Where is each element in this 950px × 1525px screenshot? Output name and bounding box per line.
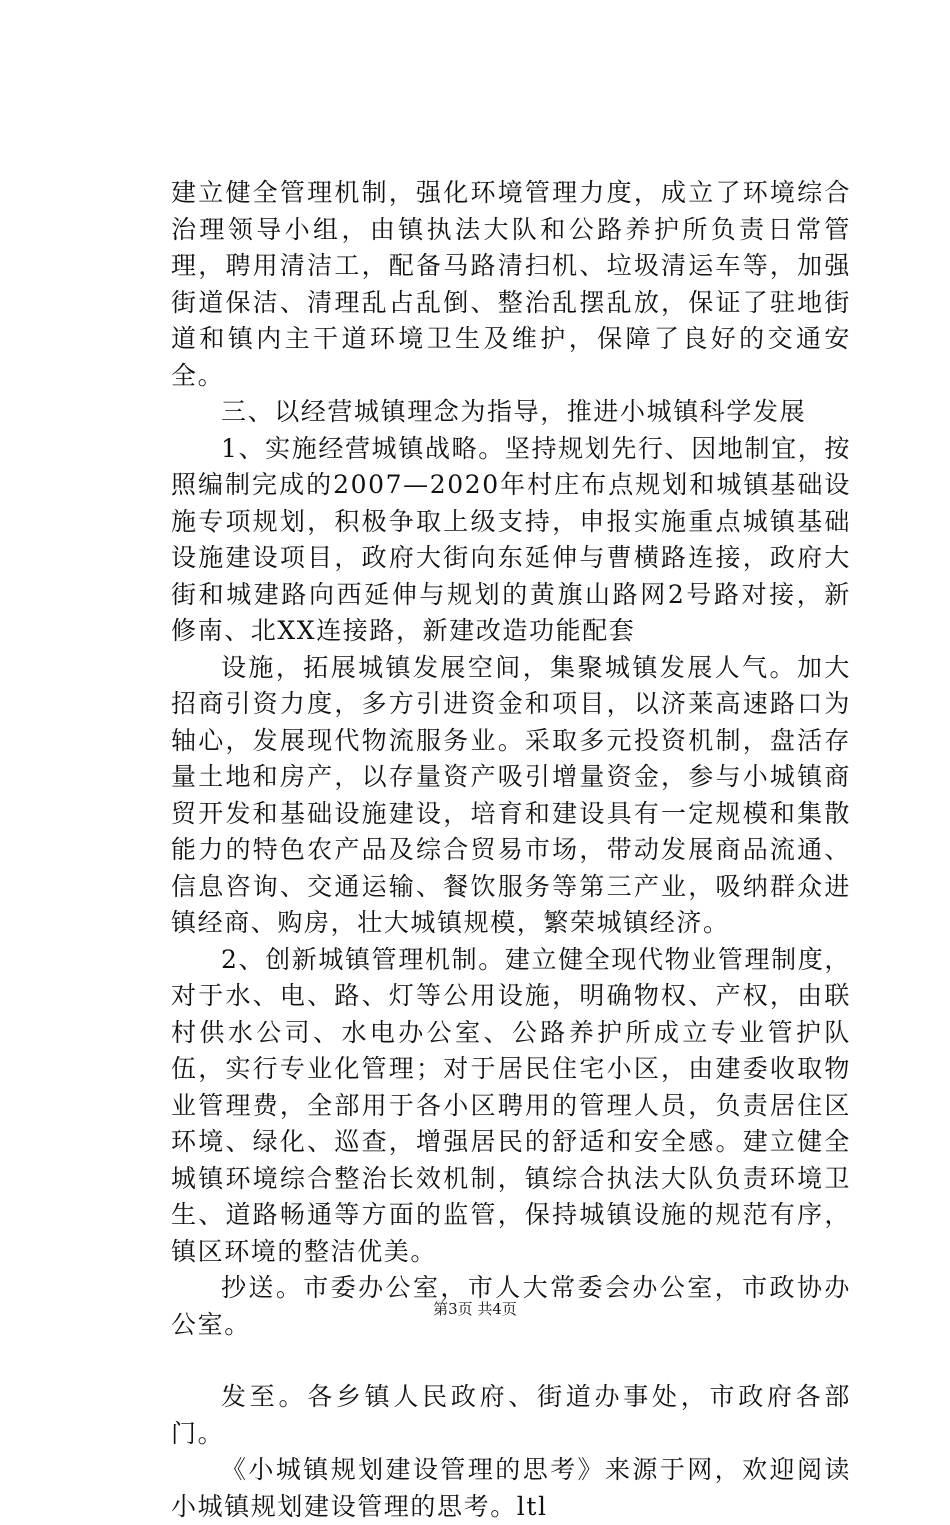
page-number-footer: 第3页 共4页 <box>433 1300 517 1318</box>
cc-line: 抄送。市委办公室，市人大常委会办公室，市政协办公室。 <box>171 1273 851 1339</box>
spacer <box>171 1343 851 1379</box>
paragraph-environment-management: 建立健全管理机制，强化环境管理力度，成立了环境综合治理领导小组，由镇执法大队和公路养护所负责日常管理，聘用清洁工，配备马路清扫机、垃圾清运车等，加强街道保洁、清理乱占乱倒、整治乱摆乱放，保证了驻地街道和镇内主干道环境卫生及维护，保障了良好的交通安全。 <box>171 178 851 390</box>
distribution-line: 发至。各乡镇人民政府、街道办事处，市政府各部门。 <box>171 1382 851 1448</box>
section-heading-three: 三、以经营城镇理念为指导，推进小城镇科学发展 <box>221 397 807 426</box>
source-note: 《小城镇规划建设管理的思考》来源于网，欢迎阅读小城镇规划建设管理的思考。ltl <box>171 1455 851 1521</box>
paragraph-strategy: 1、实施经营城镇战略。坚持规划先行、因地制宜，按照编制完成的2007—2020年村庄布点规划和城镇基础设施专项规划，积极争取上级支持，申报实施重点城镇基础设施建设项目，政府大街向东延伸与曹横路连接，政府大街和城建路向西延伸与规划的黄旗山路网2号路对接，新修南、北XX连接路，新建改造功能配套 <box>171 433 851 645</box>
document-body <box>171 175 851 1525</box>
paragraph-management-mechanism: 2、创新城镇管理机制。建立健全现代物业管理制度，对于水、电、路、灯等公用设施，明确物权、产权，由联村供水公司、水电办公室、公路养护所成立专业管护队伍，实行专业化管理；对于居民住宅小区，由建委收取物业管理费，全部用于各小区聘用的管理人员，负责居住区环境、绿化、巡查，增强居民的舒适和安全感。建立健全城镇环境综合整治长效机制，镇综合执法大队负责环境卫生、道路畅通等方面的监管，保持城镇设施的规范有序，镇区环境的整洁优美。 <box>171 944 851 1266</box>
paragraph-facilities: 设施，拓展城镇发展空间，集聚城镇发展人气。加大招商引资力度，多方引进资金和项目，以济莱高速路口为轴心，发展现代物流服务业。采取多元投资机制，盘活存量土地和房产，以存量资产吸引增量资金，参与小城镇商贸开发和基础设施建设，培育和建设具有一定规模和集散能力的特色农产品及综合贸易市场，带动发展商品流通、信息咨询、交通运输、餐饮服务等第三产业，吸纳群众进镇经商、购房，壮大城镇规模，繁荣城镇经济。 <box>171 652 851 937</box>
